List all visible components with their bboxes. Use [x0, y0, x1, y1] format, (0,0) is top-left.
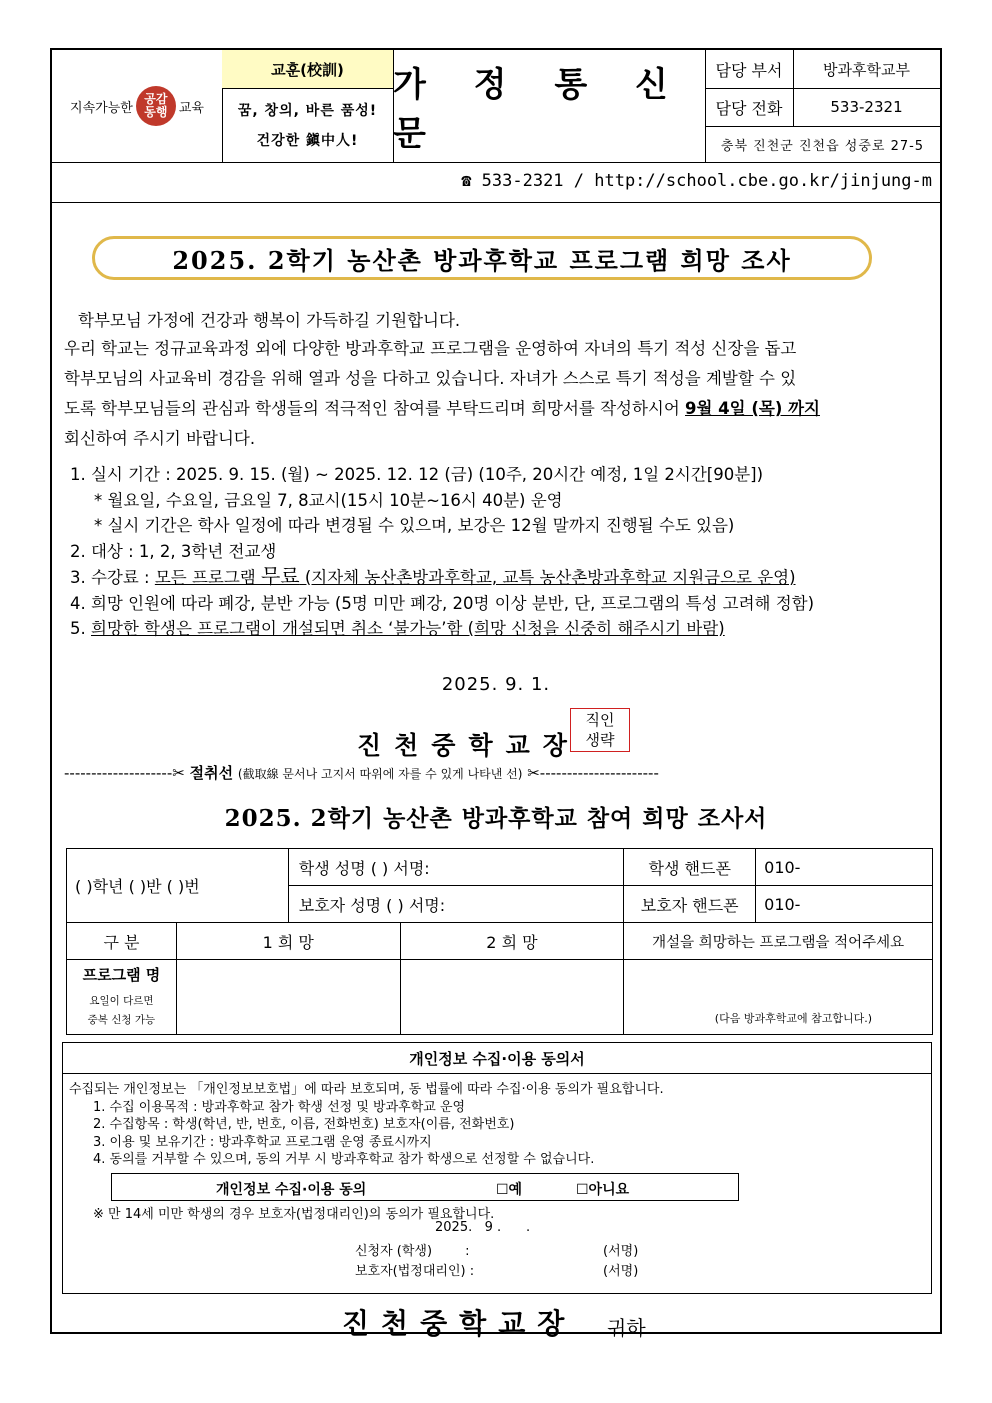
col-request: 개설을 희망하는 프로그램을 적어주세요: [624, 923, 933, 960]
item-class-split: 4. 희망 인원에 따라 폐강, 분반 가능 (5명 미만 폐강, 20명 이상 분반, 단, 프로그램의 특성 고려해 정함): [70, 593, 815, 613]
student-phone-label: 학생 핸드폰: [624, 849, 756, 886]
intro-line-5: 회신하여 주시기 바랍니다.: [64, 429, 256, 448]
item-cancel-text: 희망한 학생은 프로그램이 개설되면 취소 ‘불가능’함 (희망 신청을 신중히 해주시기 바람): [91, 619, 725, 638]
intro-line-1: 학부모님 가정에 건강과 행복이 가득하길 기원합니다.: [78, 311, 461, 330]
consent-item-2: 2. 수집항목 : 학생(학년, 반, 번호, 이름, 전화번호) 보호자(이름, 전화번호): [93, 1117, 515, 1132]
cut-label: 절취선: [189, 764, 234, 782]
item-cancel-num: 5.: [70, 619, 91, 638]
document-title: 가 정 통 신 문: [393, 50, 706, 162]
student-phone-field[interactable]: 010-: [756, 849, 933, 886]
applicant-sign[interactable]: (서명): [603, 1244, 639, 1259]
consent-intro: 수집되는 개인정보는 「개인정보보호법」에 따라 보호되며, 동 법률에 따라 수집·이용 동의가 필요합니다.: [69, 1082, 664, 1097]
phone-label: 담당 전화: [705, 88, 794, 126]
phone-value: 533-2321: [830, 98, 903, 116]
deadline: 9월 4일 (목) 까지: [685, 399, 820, 418]
request-input[interactable]: [624, 960, 933, 1035]
guardian-sign[interactable]: (서명): [603, 1264, 639, 1279]
intro-line-4-text: 도록 학부모님들의 관심과 학생들의 적극적인 참여를 부탁드리며 희망서를 작성하시어: [64, 399, 686, 418]
item-period: 1. 실시 기간 : 2025. 9. 15. (월) ~ 2025. 12. 12 (금) (10주, 20시간 예정, 1일 2시간[90분]): [70, 465, 764, 484]
consent-item-1: 1. 수집 이용목적 : 방과후학교 참가 학생 선정 및 방과후학교 운영: [93, 1099, 466, 1115]
logo-circle-bottom: 동행: [144, 105, 168, 119]
cut-dashes-left: --------------------: [64, 764, 173, 782]
logo-circle: [136, 86, 176, 126]
details-list: [70, 462, 930, 642]
student-name-field[interactable]: 학생 성명 ( ) 서명:: [288, 849, 624, 886]
intro-paragraph: [64, 308, 934, 454]
motto: [222, 50, 394, 162]
application-form: [66, 848, 933, 1035]
cut-note: (截取線 문서나 고지서 따위에 자를 수 있게 나타낸 선): [237, 767, 523, 781]
phone-row: [705, 88, 940, 127]
school-address: 충북 진천군 진천읍 성중로 27-5: [720, 138, 925, 154]
item-fee-b: (지자체 농산촌방과후학교, 교특 농산촌방과후학교 지원금으로 운영): [299, 568, 796, 587]
consent-item-4: 4. 동의를 거부할 수 있으며, 동의 거부 시 방과후학교 참가 학생으로 선정할 수 없습니다.: [93, 1152, 595, 1167]
item-fee: [70, 564, 930, 591]
class-number-field[interactable]: ( )학년 ( )반 ( )번: [67, 849, 289, 923]
scissors-icon-2: ✂: [527, 764, 540, 782]
contact-info: ☎ 533-2321 / http://school.cbe.go.kr/jinjung-m: [461, 171, 932, 191]
choice-1-input[interactable]: [176, 960, 400, 1035]
item-fee-a: 모든 프로그램: [154, 568, 261, 587]
row-program: [67, 960, 177, 1035]
row-program-label: 프로그램 명: [82, 966, 161, 984]
col-category: 구 분: [67, 923, 177, 960]
parent-phone-field[interactable]: 010-: [756, 886, 933, 923]
row-program-note-1: 요일이 다르면: [89, 995, 154, 1007]
form-title: 2025. 2학기 농산촌 방과후학교 참여 희망 조사서: [224, 805, 768, 832]
agree-yes-checkbox[interactable]: ☐예: [496, 1182, 523, 1198]
intro-line-2: 우리 학교는 정규교육과정 외에 다양한 방과후학교 프로그램을 운영하여 자녀의 특기 적성 신장을 돕고: [64, 339, 797, 358]
footer-principal: 진천중학교장: [342, 1307, 577, 1340]
motto-line-1: 꿈, 창의, 바른 품성!: [237, 103, 378, 119]
contact-bar: [52, 162, 940, 203]
minor-note: ※ 만 14세 미만 학생의 경우 보호자(법정대리인)의 동의가 필요합니다.: [93, 1207, 495, 1222]
principal-signature: 진천중학교장: [357, 731, 580, 760]
col-choice-1: 1 희 망: [176, 923, 400, 960]
applicant-line: 신청자 (학생) :: [355, 1244, 470, 1259]
agree-label: 개인정보 수집·이용 동의: [216, 1182, 367, 1198]
cut-line: [64, 762, 934, 783]
header: [52, 50, 940, 163]
cut-dashes-right: ----------------------: [539, 764, 659, 782]
seal-line-1: 직인: [585, 711, 615, 729]
item-period-note-1: * 월요일, 수요일, 금요일 7, 8교시(15시 10분~16시 40분) 운영: [94, 490, 563, 510]
guardian-line: 보호자(법정대리인) :: [355, 1264, 475, 1279]
scissors-icon: ✂: [172, 764, 185, 782]
notice-title: 2025. 2학기 농산촌 방과후학교 프로그램 희망 조사: [92, 236, 872, 280]
privacy-consent: [62, 1042, 932, 1294]
consent-title: 개인정보 수집·이용 동의서: [63, 1043, 931, 1074]
seal-stamp: [570, 708, 630, 752]
item-fee-desc: [154, 564, 796, 588]
item-cancel: [70, 616, 930, 642]
consent-item-3: 3. 이용 및 보유기간 : 방과후학교 프로그램 운영 종료시까지: [93, 1134, 432, 1150]
item-target: 2. 대상 : 1, 2, 3학년 전교생: [70, 541, 277, 561]
document-frame: [50, 48, 942, 1340]
row-program-note-2: 중복 신청 가능: [87, 1014, 156, 1026]
item-period-note-2: * 실시 기간은 학사 일정에 따라 변경될 수 있으며, 보강은 12월 말까지 진행될 수도 있음): [94, 516, 735, 535]
consent-body: [69, 1081, 664, 1169]
dept-label: 담당 부서: [705, 50, 794, 88]
logo-text-right: 교육: [178, 100, 204, 116]
parent-name-field[interactable]: 보호자 성명 ( ) 서명:: [288, 886, 624, 923]
seal-line-2: 생략: [585, 731, 615, 749]
motto-title: 교훈(校訓): [222, 50, 393, 89]
choice-2-input[interactable]: [400, 960, 624, 1035]
footer-suffix: 귀하: [607, 1316, 646, 1340]
agree-no-checkbox[interactable]: ☐아니요: [576, 1182, 630, 1198]
intro-line-4: [64, 394, 934, 424]
col-choice-2: 2 희 망: [400, 923, 624, 960]
motto-line-2: 건강한 鎭中人!: [256, 133, 359, 149]
notice-date: 2025. 9. 1.: [441, 674, 551, 695]
item-fee-label: 3. 수강료 :: [70, 568, 155, 587]
consent-date: 2025. 9 . .: [435, 1220, 531, 1235]
logo-circle-top: 공감: [144, 92, 168, 106]
dept-value: 방과후학교부: [823, 60, 910, 79]
logo: [52, 50, 223, 162]
item-fee-free: 무료: [260, 564, 300, 588]
request-note: (다음 방과후학교에 참고합니다.): [714, 1012, 872, 1025]
logo-text-left: 지속가능한: [70, 100, 133, 116]
intro-line-3: 학부모님의 사교육비 경감을 위해 열과 성을 다하고 있습니다. 자녀가 스스로 특기 적성을 계발할 수 있: [64, 369, 797, 388]
parent-phone-label: 보호자 핸드폰: [624, 886, 756, 923]
dept-row: [705, 50, 940, 89]
agree-box: [111, 1173, 739, 1201]
